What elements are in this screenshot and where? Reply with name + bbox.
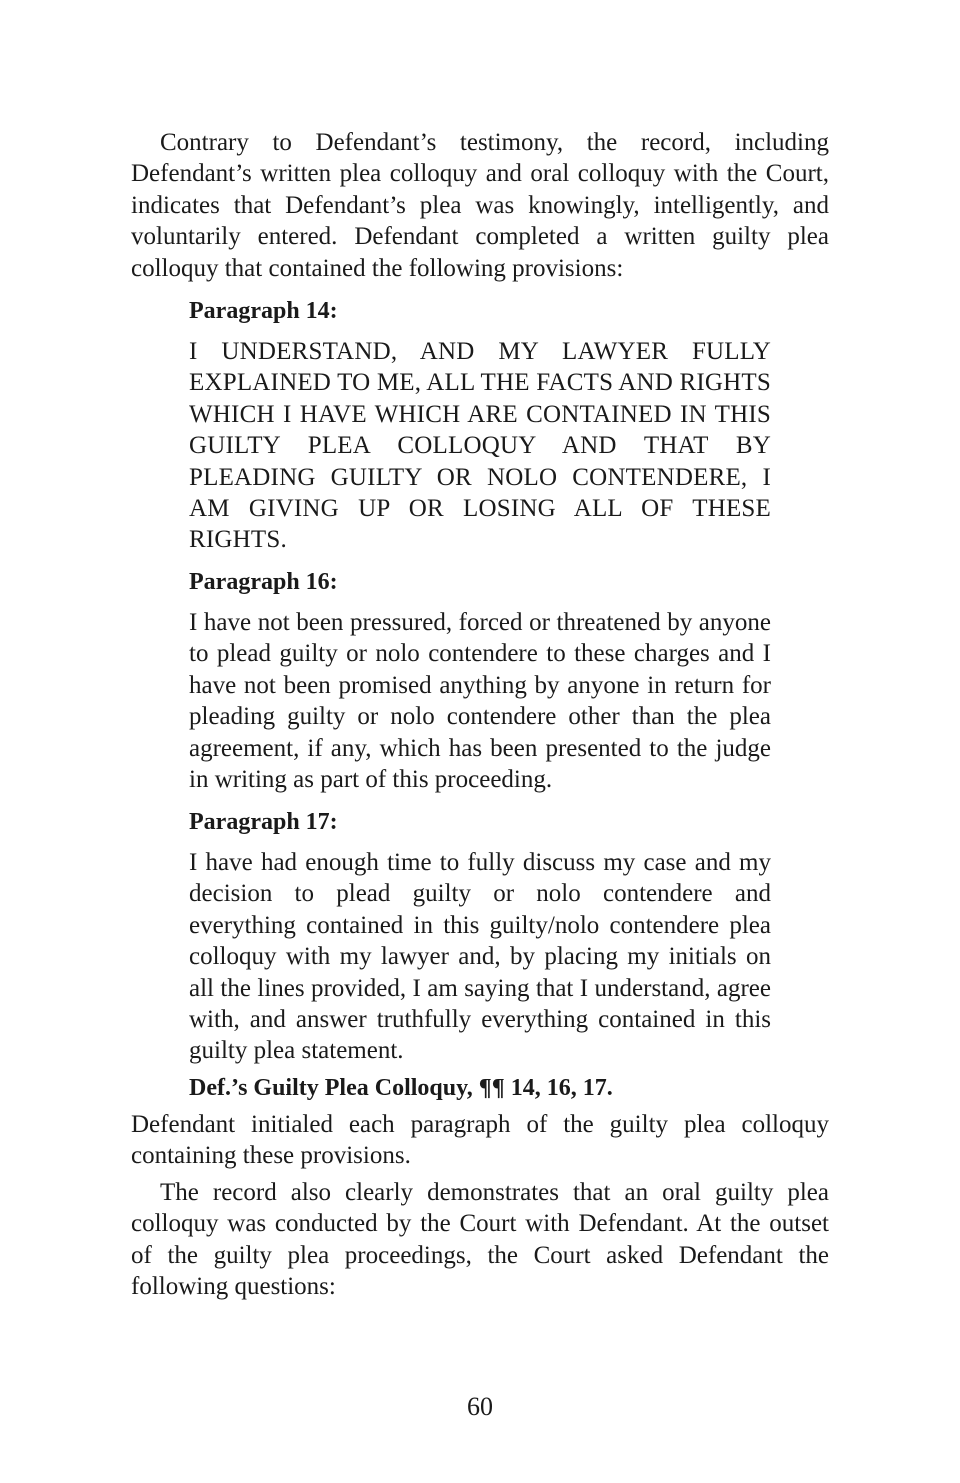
citation: Def.’s Guilty Plea Colloquy, ¶¶ 14, 16, 17. [189,1075,613,1101]
paragraph-17-text: I have had enough time to fully discuss my case and my decision to plead guilty or nolo contendere and everything contained in this guilty/nolo contendere plea colloquy with my lawyer and, by placing my initials on all the lines provided, I am saying that I understand, agree with, and answer truthfully everything contained in this guilty plea statement. [189,849,771,1065]
paragraph-14-heading: Paragraph 14: [189,298,338,324]
paragraph-16-text: I have not been pressured, forced or threatened by anyone to plead guilty or nolo contendere to these charges and I have not been promised anything by anyone in return for pleading guilty or nolo contendere other than the plea agreement, if any, which has been presented to the judge in writing as part of this proceeding. [189,609,771,794]
intro-paragraph: Contrary to Defendant’s testimony, the record, including Defendant’s written plea colloquy and oral colloquy with the Court, indicates that Defendant’s plea was knowingly, intelligently, and voluntarily entered. Defendant completed a written guilty plea colloquy that contained the following provisions: [131,129,829,282]
paragraph-14-text: I UNDERSTAND, AND MY LAWYER FULLY EXPLAINED TO ME, ALL THE FACTS AND RIGHTS WHICH I HAVE WHICH ARE CONTAINED IN THIS GUILTY PLEA COLLOQUY AND THAT BY PLEADING GUILTY OR NOLO CONTENDERE, I AM GIVING UP OR LOSING ALL OF THESE RIGHTS. [189,338,771,554]
page-number: 60 [467,1392,493,1421]
paragraph-16-heading: Paragraph 16: [189,569,338,595]
after-citation-paragraph: Defendant initialed each paragraph of the guilty plea colloquy containing these provisions. [131,1111,829,1170]
paragraph-17-heading: Paragraph 17: [189,809,338,835]
closing-paragraph: The record also clearly demonstrates that an oral guilty plea colloquy was conducted by the Court with Defendant. At the outset of the guilty plea proceedings, the Court asked Defendant the following questions: [131,1179,829,1301]
